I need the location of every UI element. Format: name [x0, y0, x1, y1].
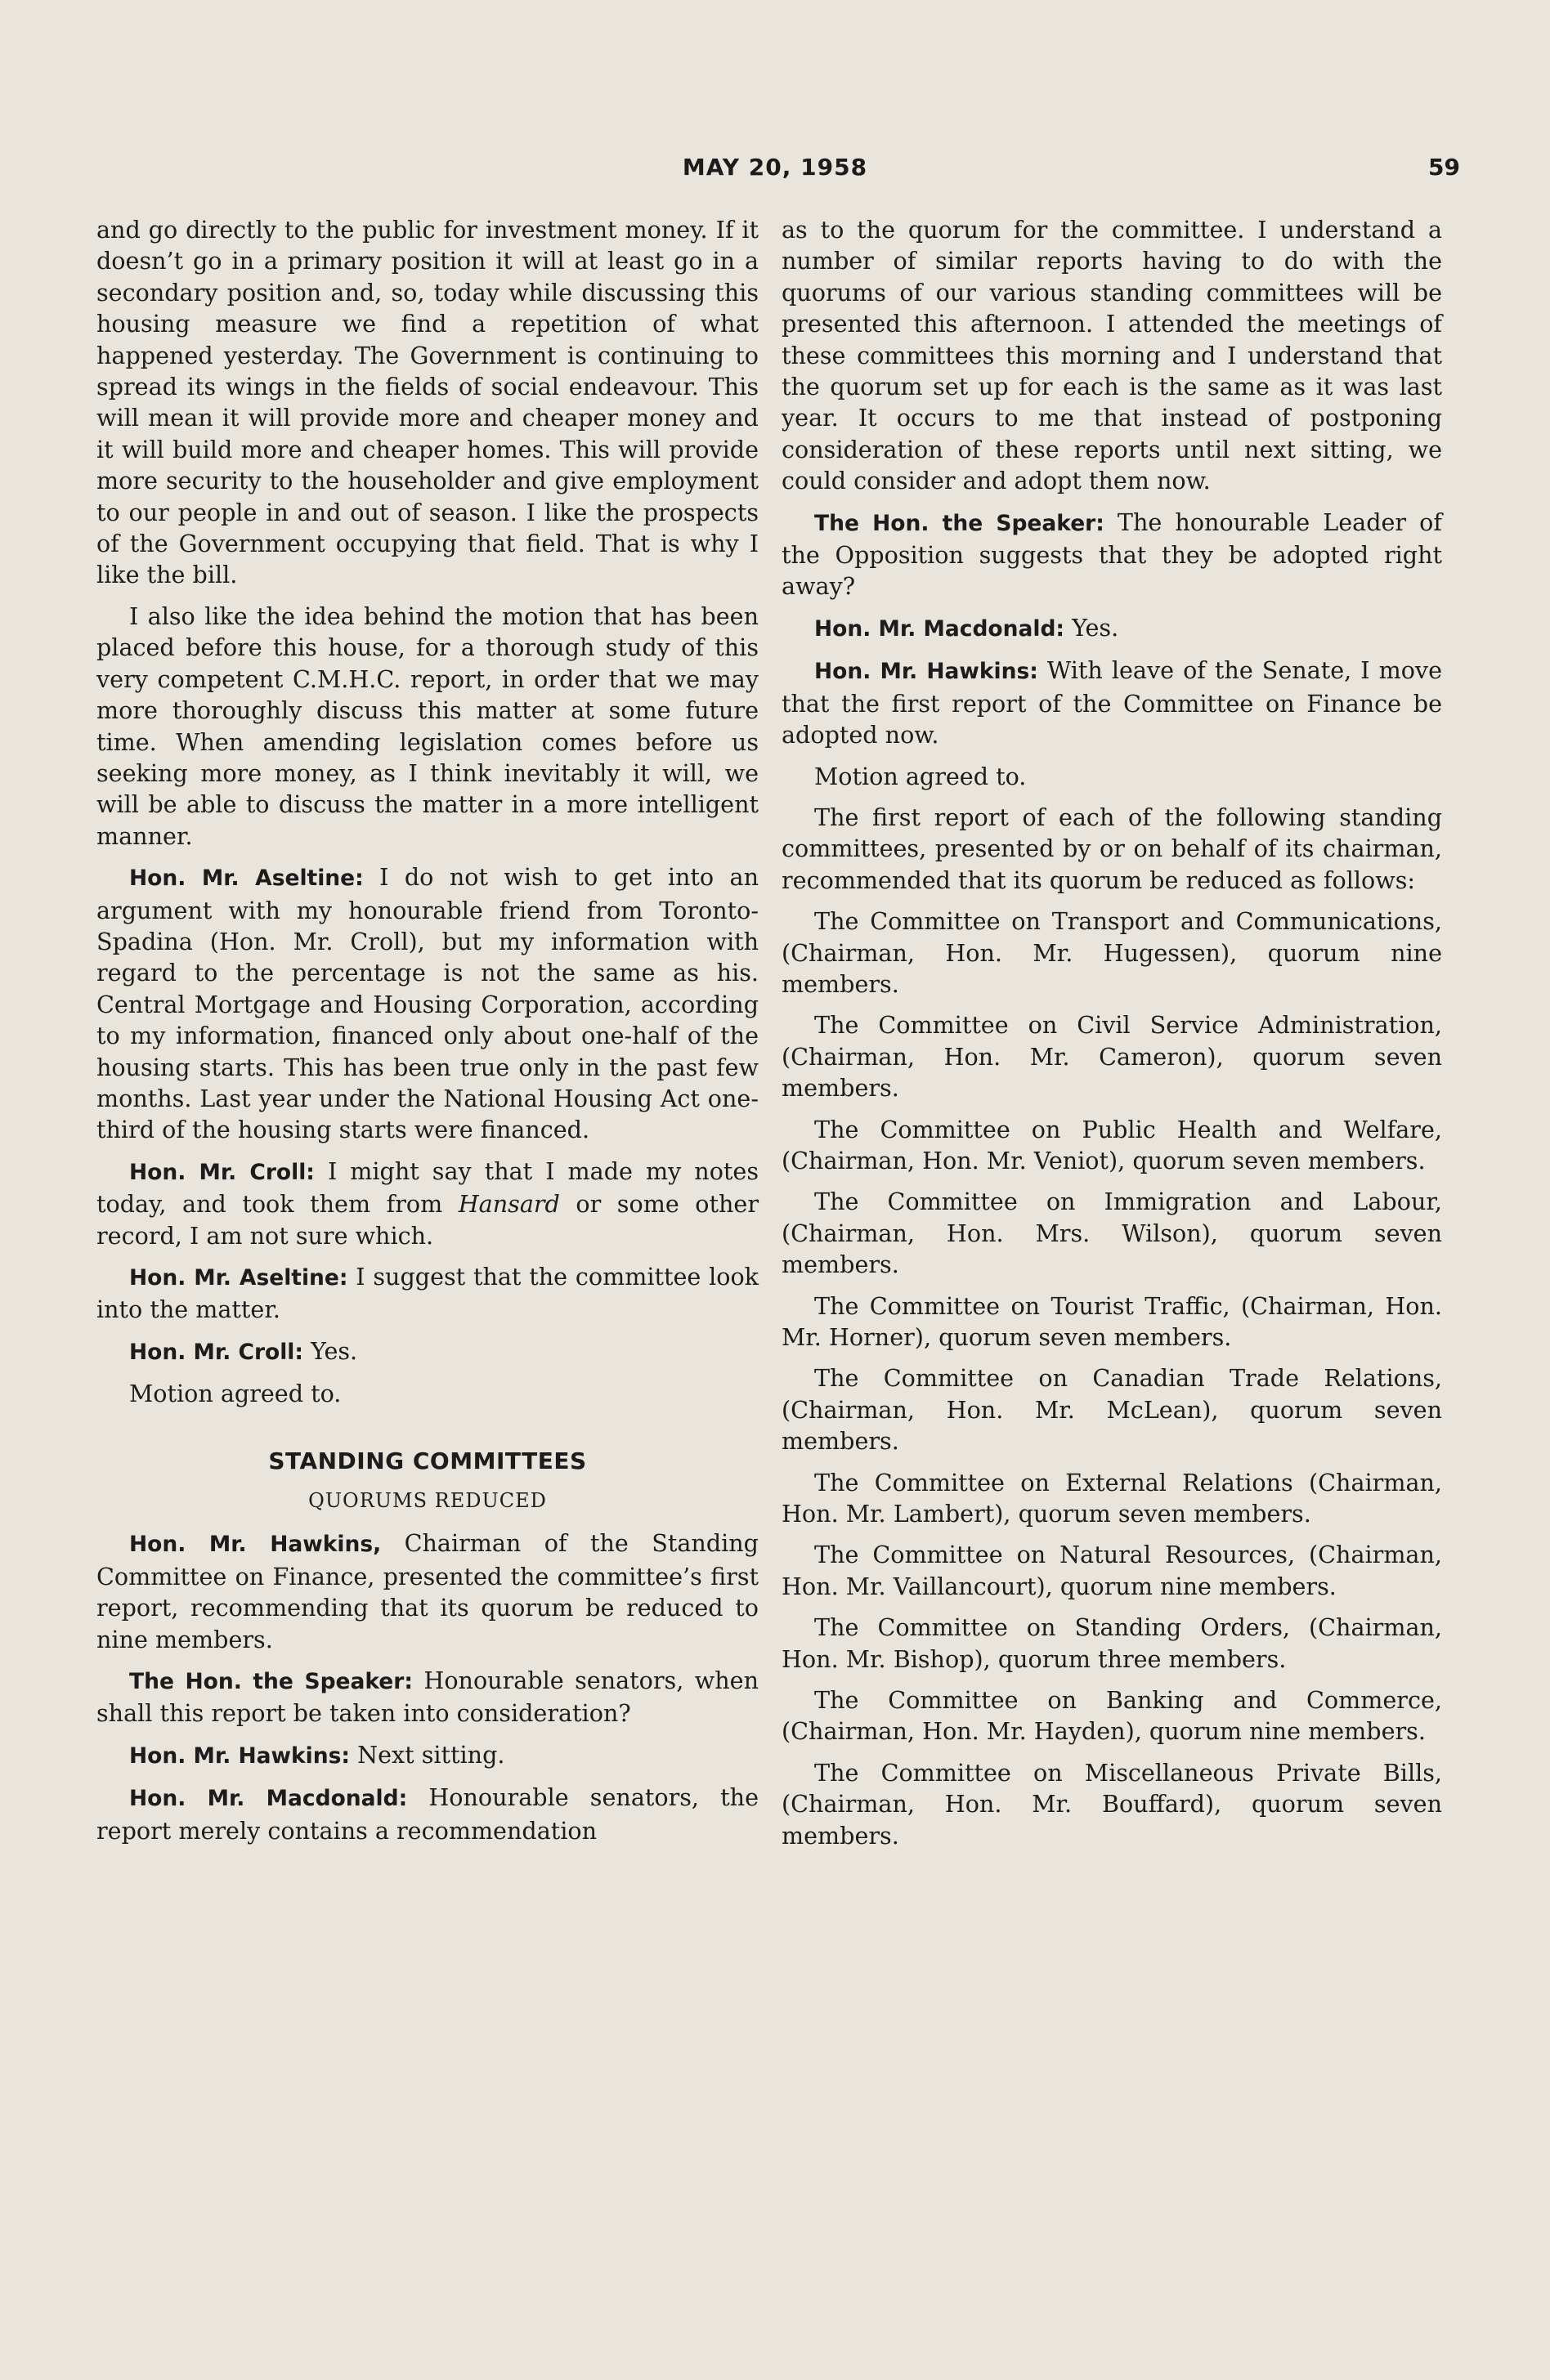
- speaker-name: Hon. Mr. Hawkins,: [129, 1532, 382, 1558]
- speaker-name: Hon. Mr. Aseltine:: [129, 866, 364, 892]
- speech-paragraph: [96, 861, 759, 1146]
- speech-text: Honourable senators, the report merely contains a recommendation: [96, 1783, 759, 1845]
- speech-text: Chairman of the Standing Committee on Finance, presented the committee’s first report, recommending that its quorum be reduced to nine members.: [96, 1529, 759, 1653]
- speech-paragraph: [96, 1782, 759, 1846]
- speech-paragraph: [96, 1528, 759, 1655]
- speech-paragraph: [782, 507, 1442, 602]
- speech-text: I do not wish to get into an argument with my honourable friend from Toronto-Spadina (Hon. Mr. Croll), but my information with regard to the percentage is not the same as his. Central Mortgage and Housing Corporation, according to my information, financed only about one-half of the housing starts. This has been true only in the past few months. Last year under the National Housing Act one-third of the housing starts were financed.: [96, 863, 759, 1144]
- right-column: [782, 214, 1442, 1861]
- committee-entry: The Committee on Immigration and Labour, (Chairman, Hon. Mrs. Wilson), quorum seven members.: [782, 1188, 1442, 1279]
- committee-entry: The Committee on Standing Orders, (Chairman, Hon. Mr. Bishop), quorum three members.: [782, 1613, 1442, 1673]
- committee-entry: The Committee on Natural Resources, (Chairman, Hon. Mr. Vaillancourt), quorum nine members.: [782, 1541, 1442, 1600]
- speaker-name: The Hon. the Speaker:: [129, 1669, 413, 1695]
- committee-entry: The Committee on Tourist Traffic, (Chairman, Hon. Mr. Horner), quorum seven members.: [782, 1291, 1442, 1351]
- speaker-name: Hon. Mr. Macdonald:: [814, 615, 1065, 642]
- committee-entry: The Committee on Transport and Communications, (Chairman, Hon. Mr. Hugessen), quorum nine members.: [782, 907, 1442, 998]
- speech-text: or some other record, I am not sure which.: [96, 1190, 759, 1250]
- speaker-name: Hon. Mr. Aseltine:: [129, 1265, 348, 1291]
- committee-entry: The Committee on External Relations (Chairman, Hon. Mr. Lambert), quorum seven members.: [782, 1468, 1442, 1528]
- speech-text: The honourable Leader of the Opposition suggests that they be adopted right away?: [782, 508, 1442, 601]
- speech-text: With leave of the Senate, I move that the first report of the Committee on Finance be adopted now.: [782, 656, 1443, 749]
- committee-entry: The Committee on Miscellaneous Private Bills, (Chairman, Hon. Mr. Bouffard), quorum seven members.: [782, 1758, 1442, 1850]
- speech-paragraph: [96, 1261, 759, 1326]
- speech-paragraph: [96, 1739, 759, 1772]
- speech-italic-text: Hansard: [458, 1190, 560, 1219]
- speaker-name: Hon. Mr. Hawkins:: [129, 1742, 350, 1769]
- speech-text: Yes.: [1064, 613, 1119, 642]
- page-number: 59: [1428, 154, 1460, 181]
- speaker-name: Hon. Mr. Hawkins:: [814, 659, 1038, 685]
- paragraph: as to the quorum for the committee. I understand a number of similar reports having to do with the quorums of our various standing committees will be presented this afternoon. I attended the meetings of these committees this morning and I understand that the quorum set up for each is the same as it was last year. It occurs to me that instead of postponing consideration of these reports until next sitting, we could consider and adopt them now.: [782, 216, 1442, 495]
- speech-text: I might say that I made my notes today, and took them from: [96, 1156, 759, 1219]
- sub-heading: QUORUMS REDUCED: [308, 1489, 547, 1513]
- speech-paragraph: [96, 1335, 759, 1368]
- left-column: [96, 214, 759, 1856]
- page-header-date: MAY 20, 1958: [682, 154, 868, 181]
- committee-entry: The Committee on Banking and Commerce, (Chairman, Hon. Mr. Hayden), quorum nine members.: [782, 1686, 1442, 1746]
- speech-text: Next sitting.: [349, 1740, 505, 1769]
- committee-entry: The Committee on Canadian Trade Relations, (Chairman, Hon. Mr. McLean), quorum seven members.: [782, 1364, 1442, 1456]
- committee-entry: The Committee on Public Health and Welfare, (Chairman, Hon. Mr. Veniot), quorum seven members.: [782, 1115, 1442, 1174]
- speech-paragraph: [782, 655, 1442, 750]
- speech-text: Honourable senators, when shall this report be taken into consideration?: [96, 1666, 759, 1728]
- speaker-name: Hon. Mr. Croll:: [129, 1159, 315, 1185]
- speech-text: I suggest that the committee look into the matter.: [96, 1263, 759, 1324]
- paragraph: I also like the idea behind the motion that has been placed before this house, for a thorough study of this very competent C.M.H.C. report, in order that we may more thoroughly discuss this matter at some future time. When amending legislation comes before us seeking more money, as I think inevitably it will, we will be able to discuss the matter in a more intelligent manner.: [96, 602, 759, 850]
- speech-text: Yes.: [302, 1336, 358, 1365]
- speech-paragraph: [96, 1156, 759, 1251]
- speech-paragraph: [782, 612, 1442, 645]
- speaker-name: The Hon. the Speaker:: [814, 510, 1104, 536]
- speaker-name: Hon. Mr. Croll:: [129, 1339, 303, 1365]
- paragraph: Motion agreed to.: [129, 1380, 342, 1408]
- committee-entry: The Committee on Civil Service Administration, (Chairman, Hon. Mr. Cameron), quorum seven members.: [782, 1011, 1442, 1103]
- paragraph: and go directly to the public for investment money. If it doesn’t go in a primary position it will at least go in a secondary position and, so, today while discussing this housing measure we find a repetition of what happened yesterday. The Government is continuing to spread its wings in the fields of social endeavour. This will mean it will provide more and cheaper money and it will build more and cheaper homes. This will provide more security to the householder and give employment to our people in and out of season. I like the prospects of the Government occupying that field. That is why I like the bill.: [96, 216, 759, 589]
- section-heading: STANDING COMMITTEES: [268, 1447, 587, 1474]
- paragraph: Motion agreed to.: [814, 762, 1027, 790]
- speech-paragraph: [96, 1665, 759, 1729]
- paragraph: The first report of each of the following standing committees, presented by or on behalf of its chairman, recommended that its quorum be reduced as follows:: [782, 803, 1442, 894]
- speaker-name: Hon. Mr. Macdonald:: [129, 1786, 408, 1812]
